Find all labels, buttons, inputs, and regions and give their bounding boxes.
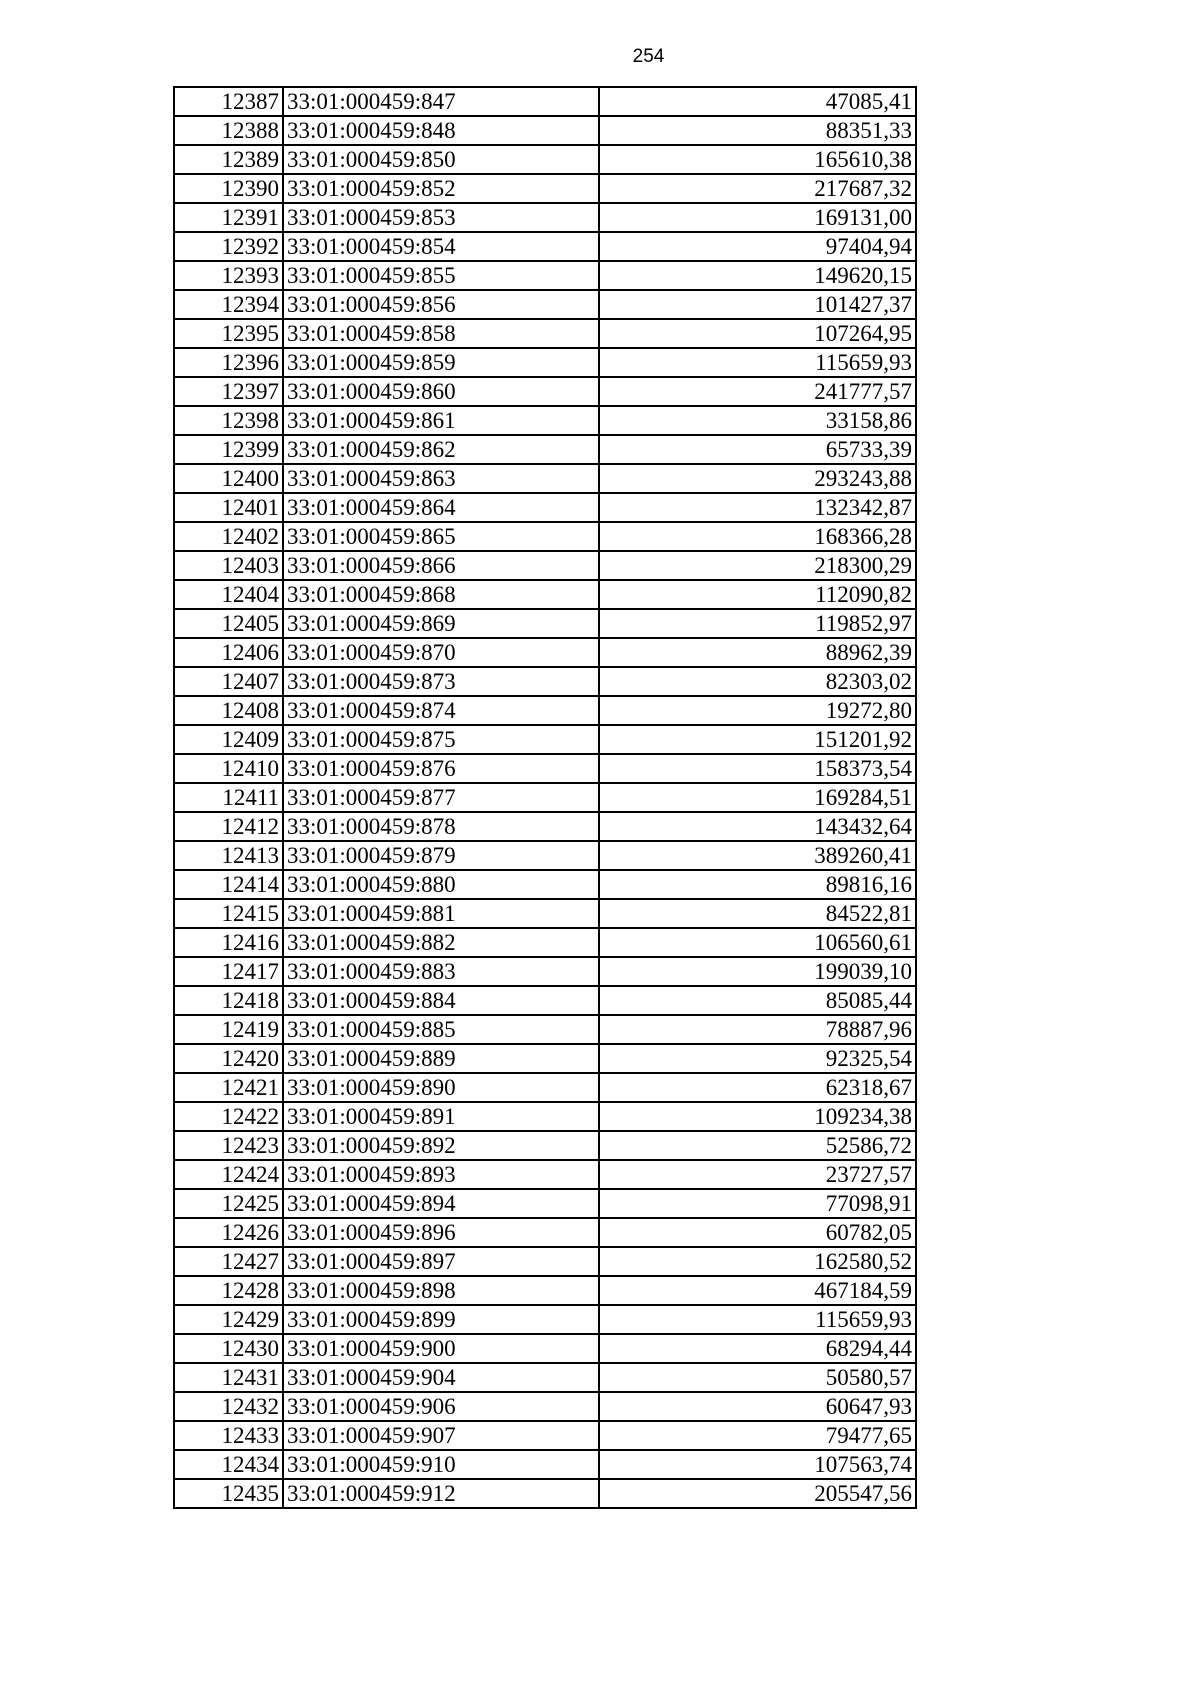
row-number-cell: 12404 xyxy=(174,580,283,609)
value-cell: 389260,41 xyxy=(599,841,916,870)
value-cell: 79477,65 xyxy=(599,1421,916,1450)
row-number-cell: 12389 xyxy=(174,145,283,174)
value-cell: 199039,10 xyxy=(599,957,916,986)
cadastral-number-cell: 33:01:000459:885 xyxy=(283,1015,599,1044)
cadastral-number-cell: 33:01:000459:891 xyxy=(283,1102,599,1131)
row-number-cell: 12397 xyxy=(174,377,283,406)
table-row xyxy=(174,377,916,406)
row-number-cell: 12388 xyxy=(174,116,283,145)
cadastral-number-cell: 33:01:000459:856 xyxy=(283,290,599,319)
row-number-cell: 12427 xyxy=(174,1247,283,1276)
table-row xyxy=(174,754,916,783)
cadastral-number-cell: 33:01:000459:874 xyxy=(283,696,599,725)
row-number-cell: 12425 xyxy=(174,1189,283,1218)
value-cell: 158373,54 xyxy=(599,754,916,783)
row-number-cell: 12409 xyxy=(174,725,283,754)
cadastral-number-cell: 33:01:000459:892 xyxy=(283,1131,599,1160)
value-cell: 467184,59 xyxy=(599,1276,916,1305)
value-cell: 162580,52 xyxy=(599,1247,916,1276)
value-cell: 112090,82 xyxy=(599,580,916,609)
value-cell: 205547,56 xyxy=(599,1479,916,1508)
table-row xyxy=(174,812,916,841)
table-row xyxy=(174,870,916,899)
value-cell: 92325,54 xyxy=(599,1044,916,1073)
cadastral-number-cell: 33:01:000459:853 xyxy=(283,203,599,232)
cadastral-number-cell: 33:01:000459:862 xyxy=(283,435,599,464)
row-number-cell: 12414 xyxy=(174,870,283,899)
value-cell: 47085,41 xyxy=(599,87,916,116)
cadastral-number-cell: 33:01:000459:866 xyxy=(283,551,599,580)
cadastral-number-cell: 33:01:000459:904 xyxy=(283,1363,599,1392)
table-row xyxy=(174,174,916,203)
table-row xyxy=(174,1015,916,1044)
table-row xyxy=(174,1160,916,1189)
cadastral-number-cell: 33:01:000459:912 xyxy=(283,1479,599,1508)
value-cell: 132342,87 xyxy=(599,493,916,522)
row-number-cell: 12407 xyxy=(174,667,283,696)
row-number-cell: 12396 xyxy=(174,348,283,377)
row-number-cell: 12420 xyxy=(174,1044,283,1073)
cadastral-number-cell: 33:01:000459:894 xyxy=(283,1189,599,1218)
cadastral-number-cell: 33:01:000459:890 xyxy=(283,1073,599,1102)
value-cell: 82303,02 xyxy=(599,667,916,696)
value-cell: 107264,95 xyxy=(599,319,916,348)
cadastral-number-cell: 33:01:000459:906 xyxy=(283,1392,599,1421)
row-number-cell: 12429 xyxy=(174,1305,283,1334)
cadastral-number-cell: 33:01:000459:889 xyxy=(283,1044,599,1073)
row-number-cell: 12430 xyxy=(174,1334,283,1363)
cadastral-number-cell: 33:01:000459:855 xyxy=(283,261,599,290)
table-row xyxy=(174,261,916,290)
value-cell: 217687,32 xyxy=(599,174,916,203)
value-cell: 143432,64 xyxy=(599,812,916,841)
table-row xyxy=(174,1392,916,1421)
row-number-cell: 12413 xyxy=(174,841,283,870)
value-cell: 293243,88 xyxy=(599,464,916,493)
table-row xyxy=(174,435,916,464)
page-number: 254 xyxy=(632,46,665,67)
value-cell: 115659,93 xyxy=(599,348,916,377)
row-number-cell: 12392 xyxy=(174,232,283,261)
cadastral-number-cell: 33:01:000459:868 xyxy=(283,580,599,609)
row-number-cell: 12419 xyxy=(174,1015,283,1044)
table-row xyxy=(174,1247,916,1276)
value-cell: 88962,39 xyxy=(599,638,916,667)
cadastral-number-cell: 33:01:000459:861 xyxy=(283,406,599,435)
value-cell: 78887,96 xyxy=(599,1015,916,1044)
table-row xyxy=(174,1421,916,1450)
row-number-cell: 12398 xyxy=(174,406,283,435)
cadastral-number-cell: 33:01:000459:881 xyxy=(283,899,599,928)
table-row xyxy=(174,1305,916,1334)
row-number-cell: 12402 xyxy=(174,522,283,551)
row-number-cell: 12434 xyxy=(174,1450,283,1479)
table-row xyxy=(174,116,916,145)
cadastral-number-cell: 33:01:000459:865 xyxy=(283,522,599,551)
row-number-cell: 12422 xyxy=(174,1102,283,1131)
row-number-cell: 12410 xyxy=(174,754,283,783)
table-row xyxy=(174,87,916,116)
table-body xyxy=(174,87,916,1508)
table-row xyxy=(174,464,916,493)
table-row xyxy=(174,986,916,1015)
cadastral-number-cell: 33:01:000459:859 xyxy=(283,348,599,377)
value-cell: 115659,93 xyxy=(599,1305,916,1334)
table-row xyxy=(174,319,916,348)
value-cell: 106560,61 xyxy=(599,928,916,957)
value-cell: 218300,29 xyxy=(599,551,916,580)
cadastral-number-cell: 33:01:000459:907 xyxy=(283,1421,599,1450)
value-cell: 60782,05 xyxy=(599,1218,916,1247)
cadastral-number-cell: 33:01:000459:864 xyxy=(283,493,599,522)
cadastral-number-cell: 33:01:000459:848 xyxy=(283,116,599,145)
value-cell: 85085,44 xyxy=(599,986,916,1015)
table-row xyxy=(174,899,916,928)
row-number-cell: 12403 xyxy=(174,551,283,580)
value-cell: 65733,39 xyxy=(599,435,916,464)
row-number-cell: 12406 xyxy=(174,638,283,667)
value-cell: 77098,91 xyxy=(599,1189,916,1218)
row-number-cell: 12387 xyxy=(174,87,283,116)
cadastral-number-cell: 33:01:000459:876 xyxy=(283,754,599,783)
value-cell: 165610,38 xyxy=(599,145,916,174)
table-row xyxy=(174,725,916,754)
table-row xyxy=(174,1450,916,1479)
table-row xyxy=(174,1363,916,1392)
cadastral-number-cell: 33:01:000459:879 xyxy=(283,841,599,870)
row-number-cell: 12423 xyxy=(174,1131,283,1160)
value-cell: 52586,72 xyxy=(599,1131,916,1160)
row-number-cell: 12400 xyxy=(174,464,283,493)
cadastral-number-cell: 33:01:000459:854 xyxy=(283,232,599,261)
value-cell: 169131,00 xyxy=(599,203,916,232)
value-cell: 97404,94 xyxy=(599,232,916,261)
table-row xyxy=(174,928,916,957)
value-cell: 23727,57 xyxy=(599,1160,916,1189)
row-number-cell: 12424 xyxy=(174,1160,283,1189)
row-number-cell: 12411 xyxy=(174,783,283,812)
value-cell: 151201,92 xyxy=(599,725,916,754)
value-cell: 60647,93 xyxy=(599,1392,916,1421)
table-row xyxy=(174,232,916,261)
row-number-cell: 12435 xyxy=(174,1479,283,1508)
table-row xyxy=(174,1479,916,1508)
row-number-cell: 12401 xyxy=(174,493,283,522)
table-row xyxy=(174,1073,916,1102)
table-row xyxy=(174,609,916,638)
row-number-cell: 12395 xyxy=(174,319,283,348)
value-cell: 33158,86 xyxy=(599,406,916,435)
cadastral-number-cell: 33:01:000459:878 xyxy=(283,812,599,841)
value-cell: 88351,33 xyxy=(599,116,916,145)
table-row xyxy=(174,841,916,870)
row-number-cell: 12418 xyxy=(174,986,283,1015)
cadastral-number-cell: 33:01:000459:893 xyxy=(283,1160,599,1189)
value-cell: 84522,81 xyxy=(599,899,916,928)
cadastral-number-cell: 33:01:000459:850 xyxy=(283,145,599,174)
cadastral-number-cell: 33:01:000459:882 xyxy=(283,928,599,957)
table-row xyxy=(174,348,916,377)
table-row xyxy=(174,667,916,696)
row-number-cell: 12426 xyxy=(174,1218,283,1247)
cadastral-number-cell: 33:01:000459:897 xyxy=(283,1247,599,1276)
value-cell: 241777,57 xyxy=(599,377,916,406)
cadastral-number-cell: 33:01:000459:883 xyxy=(283,957,599,986)
table-row xyxy=(174,1131,916,1160)
row-number-cell: 12415 xyxy=(174,899,283,928)
row-number-cell: 12421 xyxy=(174,1073,283,1102)
value-cell: 62318,67 xyxy=(599,1073,916,1102)
table-row xyxy=(174,1218,916,1247)
cadastral-number-cell: 33:01:000459:870 xyxy=(283,638,599,667)
value-cell: 68294,44 xyxy=(599,1334,916,1363)
table-row xyxy=(174,290,916,319)
cadastral-number-cell: 33:01:000459:910 xyxy=(283,1450,599,1479)
value-cell: 149620,15 xyxy=(599,261,916,290)
cadastral-number-cell: 33:01:000459:852 xyxy=(283,174,599,203)
value-cell: 19272,80 xyxy=(599,696,916,725)
cadastral-number-cell: 33:01:000459:880 xyxy=(283,870,599,899)
row-number-cell: 12391 xyxy=(174,203,283,232)
table-row xyxy=(174,1102,916,1131)
table-row xyxy=(174,957,916,986)
row-number-cell: 12390 xyxy=(174,174,283,203)
row-number-cell: 12399 xyxy=(174,435,283,464)
cadastral-number-cell: 33:01:000459:869 xyxy=(283,609,599,638)
cadastral-number-cell: 33:01:000459:899 xyxy=(283,1305,599,1334)
cadastral-number-cell: 33:01:000459:860 xyxy=(283,377,599,406)
table-row xyxy=(174,145,916,174)
value-cell: 119852,97 xyxy=(599,609,916,638)
row-number-cell: 12408 xyxy=(174,696,283,725)
cadastral-number-cell: 33:01:000459:847 xyxy=(283,87,599,116)
table-row xyxy=(174,783,916,812)
row-number-cell: 12416 xyxy=(174,928,283,957)
cadastral-number-cell: 33:01:000459:863 xyxy=(283,464,599,493)
table-row xyxy=(174,203,916,232)
cadastral-number-cell: 33:01:000459:900 xyxy=(283,1334,599,1363)
row-number-cell: 12433 xyxy=(174,1421,283,1450)
value-cell: 169284,51 xyxy=(599,783,916,812)
table-row xyxy=(174,406,916,435)
cadastral-number-cell: 33:01:000459:884 xyxy=(283,986,599,1015)
value-cell: 89816,16 xyxy=(599,870,916,899)
cadastral-number-cell: 33:01:000459:858 xyxy=(283,319,599,348)
cadastral-number-cell: 33:01:000459:896 xyxy=(283,1218,599,1247)
data-table xyxy=(173,86,917,1509)
cadastral-number-cell: 33:01:000459:875 xyxy=(283,725,599,754)
row-number-cell: 12394 xyxy=(174,290,283,319)
cadastral-number-cell: 33:01:000459:898 xyxy=(283,1276,599,1305)
table-row xyxy=(174,551,916,580)
table-row xyxy=(174,1276,916,1305)
table-row xyxy=(174,638,916,667)
value-cell: 50580,57 xyxy=(599,1363,916,1392)
row-number-cell: 12428 xyxy=(174,1276,283,1305)
value-cell: 168366,28 xyxy=(599,522,916,551)
table-row xyxy=(174,696,916,725)
row-number-cell: 12393 xyxy=(174,261,283,290)
row-number-cell: 12432 xyxy=(174,1392,283,1421)
value-cell: 101427,37 xyxy=(599,290,916,319)
value-cell: 107563,74 xyxy=(599,1450,916,1479)
row-number-cell: 12412 xyxy=(174,812,283,841)
table-row xyxy=(174,1044,916,1073)
table-row xyxy=(174,1334,916,1363)
table-row xyxy=(174,1189,916,1218)
table-row xyxy=(174,580,916,609)
row-number-cell: 12405 xyxy=(174,609,283,638)
row-number-cell: 12417 xyxy=(174,957,283,986)
row-number-cell: 12431 xyxy=(174,1363,283,1392)
table-row xyxy=(174,493,916,522)
cadastral-number-cell: 33:01:000459:873 xyxy=(283,667,599,696)
cadastral-number-cell: 33:01:000459:877 xyxy=(283,783,599,812)
value-cell: 109234,38 xyxy=(599,1102,916,1131)
table-row xyxy=(174,522,916,551)
